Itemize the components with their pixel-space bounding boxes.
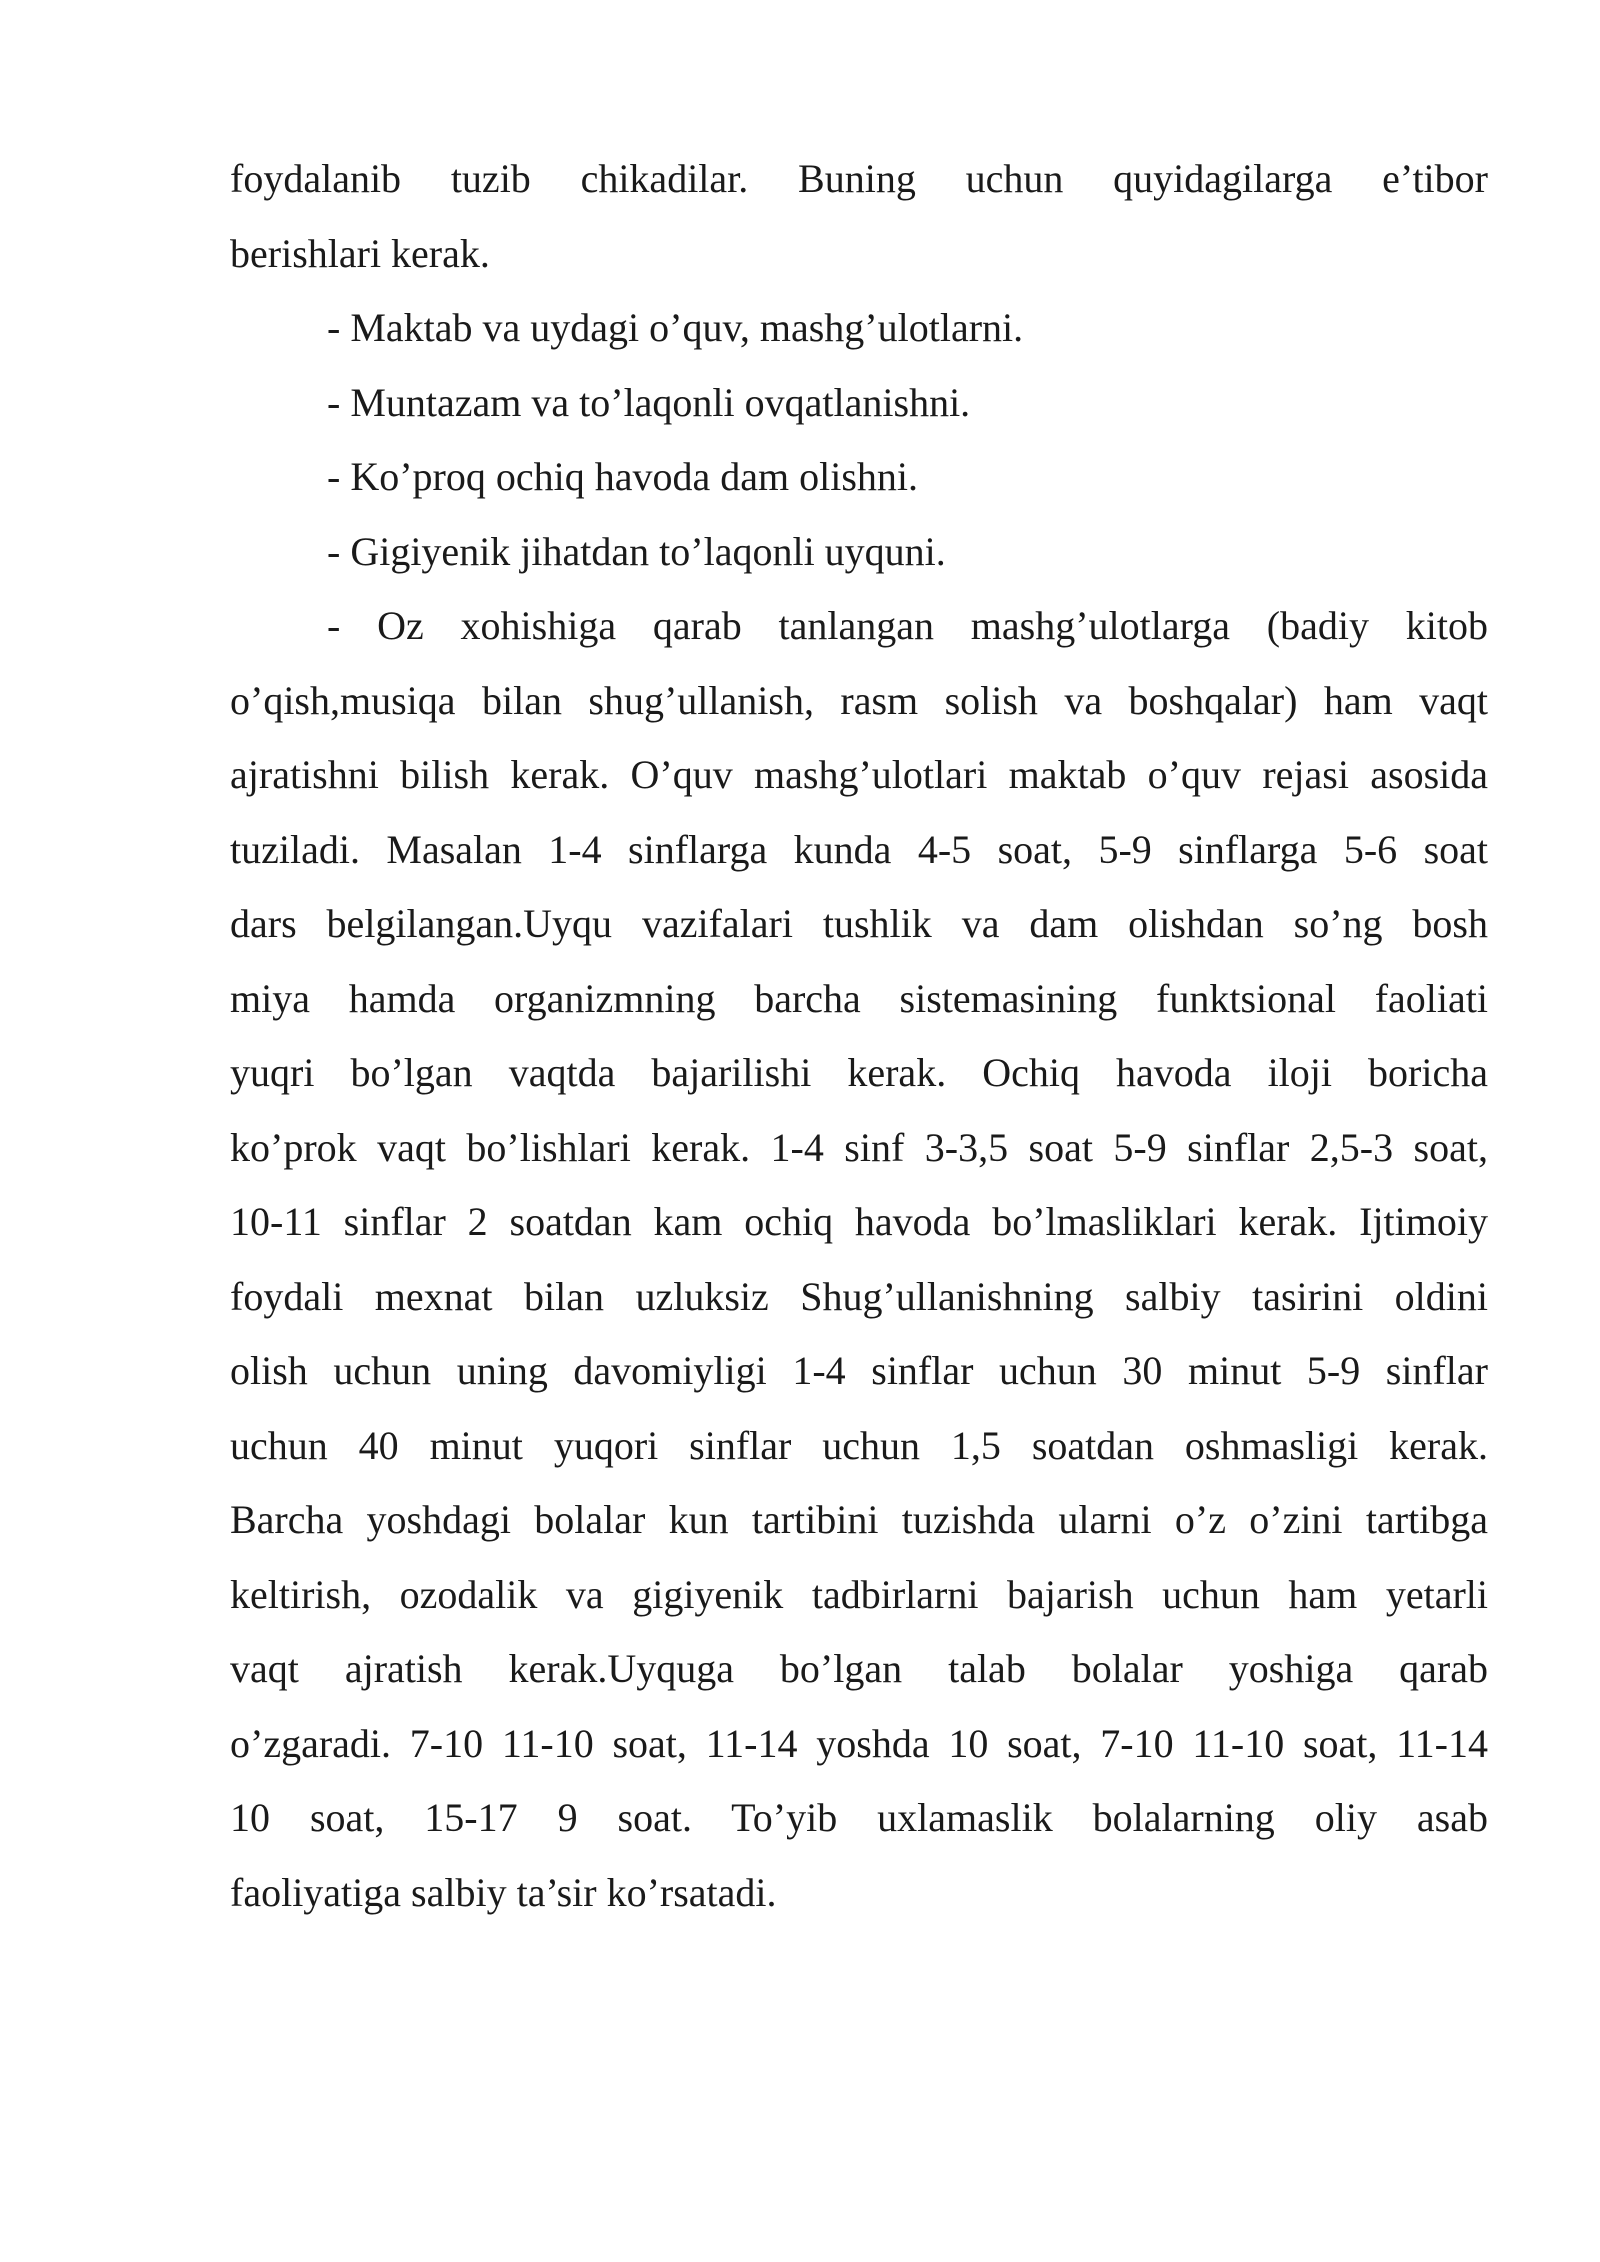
- text-line: yuqri bo’lgan vaqtda bajarilishi kerak. Ochiq havoda iloji boricha: [230, 1050, 1488, 1095]
- text-line: ajratishni bilish kerak. O’quv mashg’ulotlari maktab o’quv rejasi asosida: [230, 752, 1488, 797]
- text-line: ko’prok vaqt bo’lishlari kerak. 1-4 sinf 3-3,5 soat 5-9 sinflar 2,5-3 soat,: [230, 1124, 1488, 1170]
- list-item: - Oz xohishiga qarab tanlangan mashg’ulotlarga (badiy kitob: [327, 603, 1488, 648]
- text-line: o’qish,musiqa bilan shug’ullanish, rasm solish va boshqalar) ham vaqt: [230, 677, 1488, 723]
- text-line: 10-11 sinflar 2 soatdan kam ochiq havoda bo’lmasliklari kerak. Ijtimoiy: [230, 1199, 1488, 1244]
- list-item: - Muntazam va to’laqonli ovqatlanishni.: [327, 379, 971, 425]
- text-line: faoliyatiga salbiy ta’sir ko’rsatadi.: [230, 1869, 777, 1915]
- text-line: keltirish, ozodalik va gigiyenik tadbirlarni bajarish uchun ham yetarli: [230, 1571, 1488, 1617]
- text-line: o’zgaradi. 7-10 11-10 soat, 11-14 yoshda 10 soat, 7-10 11-10 soat, 11-14: [230, 1720, 1488, 1766]
- text-line: olish uchun uning davomiyligi 1-4 sinflar uchun 30 minut 5-9 sinflar: [230, 1348, 1488, 1393]
- list-item: - Gigiyenik jihatdan to’laqonli uyquni.: [327, 528, 946, 574]
- document-page: [230, 142, 1488, 1930]
- text-line: miya hamda organizmning barcha sistemasining funktsional faoliati: [230, 975, 1488, 1021]
- text-line: tuziladi. Masalan 1-4 sinflarga kunda 4-5 soat, 5-9 sinflarga 5-6 soat: [230, 826, 1488, 872]
- text-line: dars belgilangan.Uyqu vazifalari tushlik va dam olishdan so’ng bosh: [230, 901, 1488, 946]
- list-item: - Maktab va uydagi o’quv, mashg’ulotlarni.: [327, 305, 1024, 350]
- text-line: berishlari kerak.: [230, 230, 490, 276]
- text-line: Barcha yoshdagi bolalar kun tartibini tuzishda ularni o’z o’zini tartibga: [230, 1497, 1488, 1542]
- text-line: uchun 40 minut yuqori sinflar uchun 1,5 soatdan oshmasligi kerak.: [230, 1422, 1488, 1468]
- text-line: foydali mexnat bilan uzluksiz Shug’ullanishning salbiy tasirini oldini: [230, 1273, 1488, 1319]
- text-line: 10 soat, 15-17 9 soat. To’yib uxlamaslik bolalarning oliy asab: [230, 1795, 1488, 1840]
- list-item: - Ko’proq ochiq havoda dam olishni.: [327, 454, 918, 499]
- text-line: vaqt ajratish kerak.Uyquga bo’lgan talab bolalar yoshiga qarab: [230, 1646, 1488, 1691]
- text-line: foydalanib tuzib chikadilar. Buning uchun quyidagilarga e’tibor: [230, 156, 1488, 201]
